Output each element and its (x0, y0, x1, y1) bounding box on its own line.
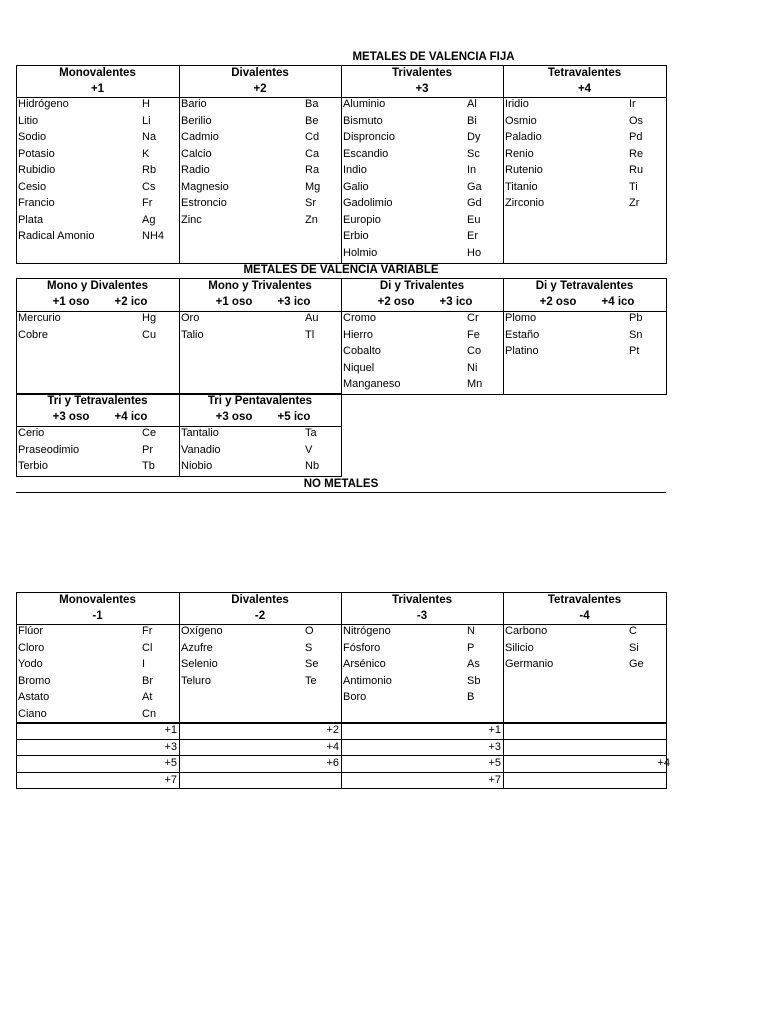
element-symbol: Cd (305, 131, 320, 143)
valence-cell (503, 722, 667, 740)
element-symbol: Mg (305, 180, 321, 193)
element-symbol: S (305, 641, 313, 654)
valence-cell (16, 755, 180, 773)
element-name: Magnesio (181, 180, 229, 193)
valence-ico: +3 ico (277, 296, 311, 308)
valence-cell (179, 739, 342, 757)
element-name: Fósforo (343, 641, 381, 654)
group-name: Trivalentes (391, 67, 453, 79)
element-symbol: Zr (629, 197, 640, 209)
group-valence: +2 (253, 83, 267, 95)
element-name: Platino (505, 345, 539, 357)
section-title-fija: METALES DE VALENCIA FIJA (352, 51, 515, 63)
element-name: Oxígeno (181, 625, 223, 637)
valence-cell (341, 772, 504, 790)
element-name: Zinc (181, 213, 202, 226)
element-symbol: Gd (467, 197, 482, 209)
group-name: Monovalentes (59, 594, 136, 606)
element-symbol: Ge (629, 658, 644, 670)
element-name: Teluro (181, 674, 211, 687)
element-symbol: Te (305, 674, 317, 687)
element-symbol: Cn (142, 707, 157, 720)
element-symbol: Dy (467, 131, 481, 143)
element-name: Hidrógeno (18, 98, 69, 110)
group-valence: +1 (90, 83, 105, 95)
element-symbol: I (142, 658, 146, 670)
valence-cell (503, 772, 667, 790)
element-symbol: K (142, 147, 150, 160)
valence-cell (179, 755, 342, 773)
element-symbol: Cs (142, 180, 156, 193)
section-title-variable: METALES DE VALENCIA VARIABLE (243, 264, 439, 276)
element-name: Vanadio (181, 443, 221, 456)
element-symbol: Hg (142, 312, 157, 324)
group-valence: -1 (92, 610, 103, 622)
element-name: Bismuto (343, 114, 383, 127)
element-symbol: Cu (142, 328, 157, 341)
element-symbol: Bi (467, 114, 477, 127)
valence-cell (179, 772, 342, 790)
element-symbol: Rb (142, 164, 157, 176)
element-name: Azufre (181, 641, 213, 654)
element-symbol: Zn (305, 213, 318, 226)
element-name: Indio (343, 164, 367, 176)
element-symbol: Sb (467, 674, 481, 687)
valence-oso: +3 oso (52, 411, 90, 423)
element-name: Ciano (18, 707, 47, 720)
group-name: Mono y Trivalentes (208, 280, 312, 292)
element-name: Calcio (181, 147, 212, 160)
valence-value: +1 (164, 724, 177, 736)
valence-ico: +4 ico (114, 411, 148, 423)
valence-cell (341, 739, 504, 757)
element-name: Disproncio (343, 131, 395, 143)
valence-cell (503, 755, 670, 773)
element-name: Boro (343, 691, 367, 703)
element-symbol: Nb (305, 460, 320, 472)
element-symbol: In (467, 164, 477, 176)
element-name: Iridio (505, 98, 529, 110)
element-symbol: Si (629, 641, 639, 654)
group-valence: +4 (577, 83, 592, 95)
element-symbol: Sn (629, 328, 643, 341)
element-name: Estaño (505, 328, 540, 341)
valence-oso: +1 oso (215, 296, 253, 308)
element-symbol: Fe (467, 328, 480, 341)
element-symbol: As (467, 658, 480, 670)
element-name: Erbio (343, 230, 369, 242)
valence-oso: +3 oso (215, 411, 253, 423)
element-symbol: Ba (305, 98, 319, 110)
element-name: Osmio (505, 114, 537, 127)
group-name: Trivalentes (391, 594, 453, 606)
element-symbol: Sr (305, 197, 316, 209)
element-symbol: Au (305, 312, 319, 324)
element-symbol: Ce (142, 427, 157, 439)
element-symbol: Mn (467, 378, 483, 390)
element-name: Estroncio (181, 197, 227, 209)
element-symbol: V (305, 443, 313, 456)
element-name: Praseodimio (18, 443, 80, 456)
element-name: Cesio (18, 180, 47, 193)
element-name: Gadolimio (343, 197, 393, 209)
element-name: Paladio (505, 131, 542, 143)
group-name: Divalentes (231, 67, 289, 79)
element-symbol: NH4 (142, 230, 165, 242)
element-symbol: Os (629, 114, 644, 127)
element-name: Radio (181, 164, 210, 176)
group-name: Mono y Divalentes (47, 280, 148, 292)
valence-oso: +2 oso (539, 296, 577, 308)
valence-value: +7 (164, 773, 177, 786)
element-name: Tantalio (181, 427, 219, 439)
element-symbol: Tl (305, 328, 315, 341)
element-symbol: Ho (467, 246, 482, 259)
element-symbol: Re (629, 147, 644, 160)
element-name: Galio (343, 180, 369, 193)
valence-cell (179, 722, 342, 740)
group-valence: +3 (415, 83, 429, 95)
valence-value: +4 (657, 757, 670, 769)
valence-value: +6 (326, 757, 339, 769)
element-name: Hierro (343, 328, 373, 341)
element-name: Berilio (181, 114, 212, 127)
element-name: Niobio (181, 460, 213, 472)
element-name: Astato (18, 691, 50, 703)
element-symbol: C (629, 625, 637, 637)
valence-cell (341, 755, 504, 773)
element-symbol: Be (305, 114, 319, 127)
element-name: Mercurio (18, 312, 61, 324)
element-symbol: Er (467, 230, 478, 242)
group-valence: -2 (254, 610, 266, 622)
element-symbol: At (142, 691, 153, 703)
element-symbol: Fr (142, 197, 153, 209)
element-symbol: Sc (467, 147, 480, 160)
element-name: Rubidio (18, 164, 56, 176)
valence-value: +1 (488, 724, 501, 736)
element-name: Silicio (505, 641, 534, 654)
element-symbol: Al (467, 98, 477, 110)
group-name: Tetravalentes (547, 594, 622, 606)
group-name: Tri y Tetravalentes (47, 395, 148, 407)
valence-cell (16, 722, 180, 740)
element-symbol: Na (142, 131, 157, 143)
valence-value: +2 (326, 724, 339, 736)
element-name: Flúor (18, 625, 44, 637)
element-name: Sodio (18, 131, 47, 143)
element-name: Nitrógeno (343, 625, 391, 637)
group-name: Tetravalentes (547, 67, 622, 79)
group-name: Divalentes (231, 594, 289, 606)
element-name: Arsénico (343, 658, 386, 670)
valence-cell (16, 772, 180, 790)
element-name: Antimonio (343, 674, 392, 687)
element-name: Zirconio (505, 197, 545, 209)
element-name: Cadmio (181, 131, 219, 143)
element-symbol: Pd (629, 131, 643, 143)
element-symbol: Br (142, 674, 153, 687)
element-symbol: Ru (629, 164, 644, 176)
element-symbol: Pr (142, 443, 153, 456)
section-divider (16, 492, 666, 493)
element-symbol: O (305, 625, 314, 637)
element-name: Rutenio (505, 164, 543, 176)
element-name: Potasio (18, 147, 55, 160)
valence-value: +7 (488, 773, 501, 786)
element-symbol: Ta (305, 427, 317, 439)
group-name: Di y Trivalentes (379, 280, 465, 292)
valence-ico: +5 ico (277, 411, 311, 423)
element-name: Plata (18, 213, 44, 226)
element-name: Bromo (18, 674, 51, 687)
element-name: Manganeso (343, 378, 401, 390)
group-valence: -3 (416, 610, 428, 622)
element-symbol: B (467, 691, 475, 703)
element-symbol: Ni (467, 361, 478, 374)
valence-cell (341, 722, 504, 740)
group-name: Monovalentes (59, 67, 136, 79)
element-symbol: Pt (629, 345, 640, 357)
valence-oso: +2 oso (377, 296, 415, 308)
valence-oso: +1 oso (52, 296, 90, 308)
element-symbol: Li (142, 114, 151, 127)
element-name: Cobre (18, 328, 48, 341)
element-symbol: Ra (305, 164, 320, 176)
element-symbol: Eu (467, 213, 481, 226)
group-name: Di y Tetravalentes (535, 280, 634, 292)
element-symbol: Cl (142, 641, 153, 654)
valence-ico: +2 ico (114, 296, 148, 308)
element-name: Litio (18, 114, 39, 127)
element-symbol: Cr (467, 312, 479, 324)
element-name: Terbio (18, 460, 48, 472)
element-name: Cerio (18, 427, 45, 439)
element-name: Plomo (505, 312, 537, 324)
element-symbol: Ir (629, 98, 636, 110)
element-name: Escandio (343, 147, 389, 160)
element-name: Titanio (505, 180, 538, 193)
valence-value: +5 (164, 757, 177, 769)
valence-cell (503, 739, 667, 757)
element-symbol: Se (305, 658, 319, 670)
element-symbol: H (142, 98, 150, 110)
element-name: Europio (343, 213, 381, 226)
element-name: Carbono (505, 625, 548, 637)
group-valence: -4 (579, 610, 590, 622)
element-name: Holmio (343, 246, 378, 259)
element-symbol: Fr (142, 625, 153, 637)
element-name: Yodo (18, 658, 43, 670)
element-name: Cobalto (343, 345, 381, 357)
valence-value: +4 (326, 740, 339, 753)
group-name: Tri y Pentavalentes (207, 395, 313, 407)
element-symbol: Ca (305, 147, 320, 160)
element-name: Selenio (181, 658, 218, 670)
element-name: Bario (181, 98, 207, 110)
element-symbol: Ti (629, 180, 638, 193)
element-name: Aluminio (343, 98, 386, 110)
element-symbol: Ag (142, 213, 156, 226)
element-name: Talio (181, 328, 204, 341)
valence-ico: +3 ico (439, 296, 473, 308)
element-name: Niquel (343, 361, 375, 374)
element-symbol: Co (467, 345, 482, 357)
valence-ico: +4 ico (601, 296, 635, 308)
valence-value: +3 (164, 740, 177, 753)
valence-value: +3 (488, 740, 501, 753)
element-symbol: Tb (142, 460, 155, 472)
element-symbol: Pb (629, 312, 643, 324)
section-title-nometales: NO METALES (303, 478, 379, 490)
element-name: Oro (181, 312, 200, 324)
element-symbol: Ga (467, 180, 482, 193)
element-symbol: N (467, 625, 475, 637)
element-name: Germanio (505, 658, 554, 670)
valence-value: +5 (488, 757, 501, 769)
element-name: Francio (18, 197, 55, 209)
valence-cell (16, 739, 180, 757)
element-name: Radical Amonio (18, 230, 95, 242)
element-name: Cromo (343, 312, 377, 324)
element-name: Renio (505, 147, 534, 160)
element-name: Cloro (18, 641, 45, 654)
element-symbol: P (467, 641, 475, 654)
